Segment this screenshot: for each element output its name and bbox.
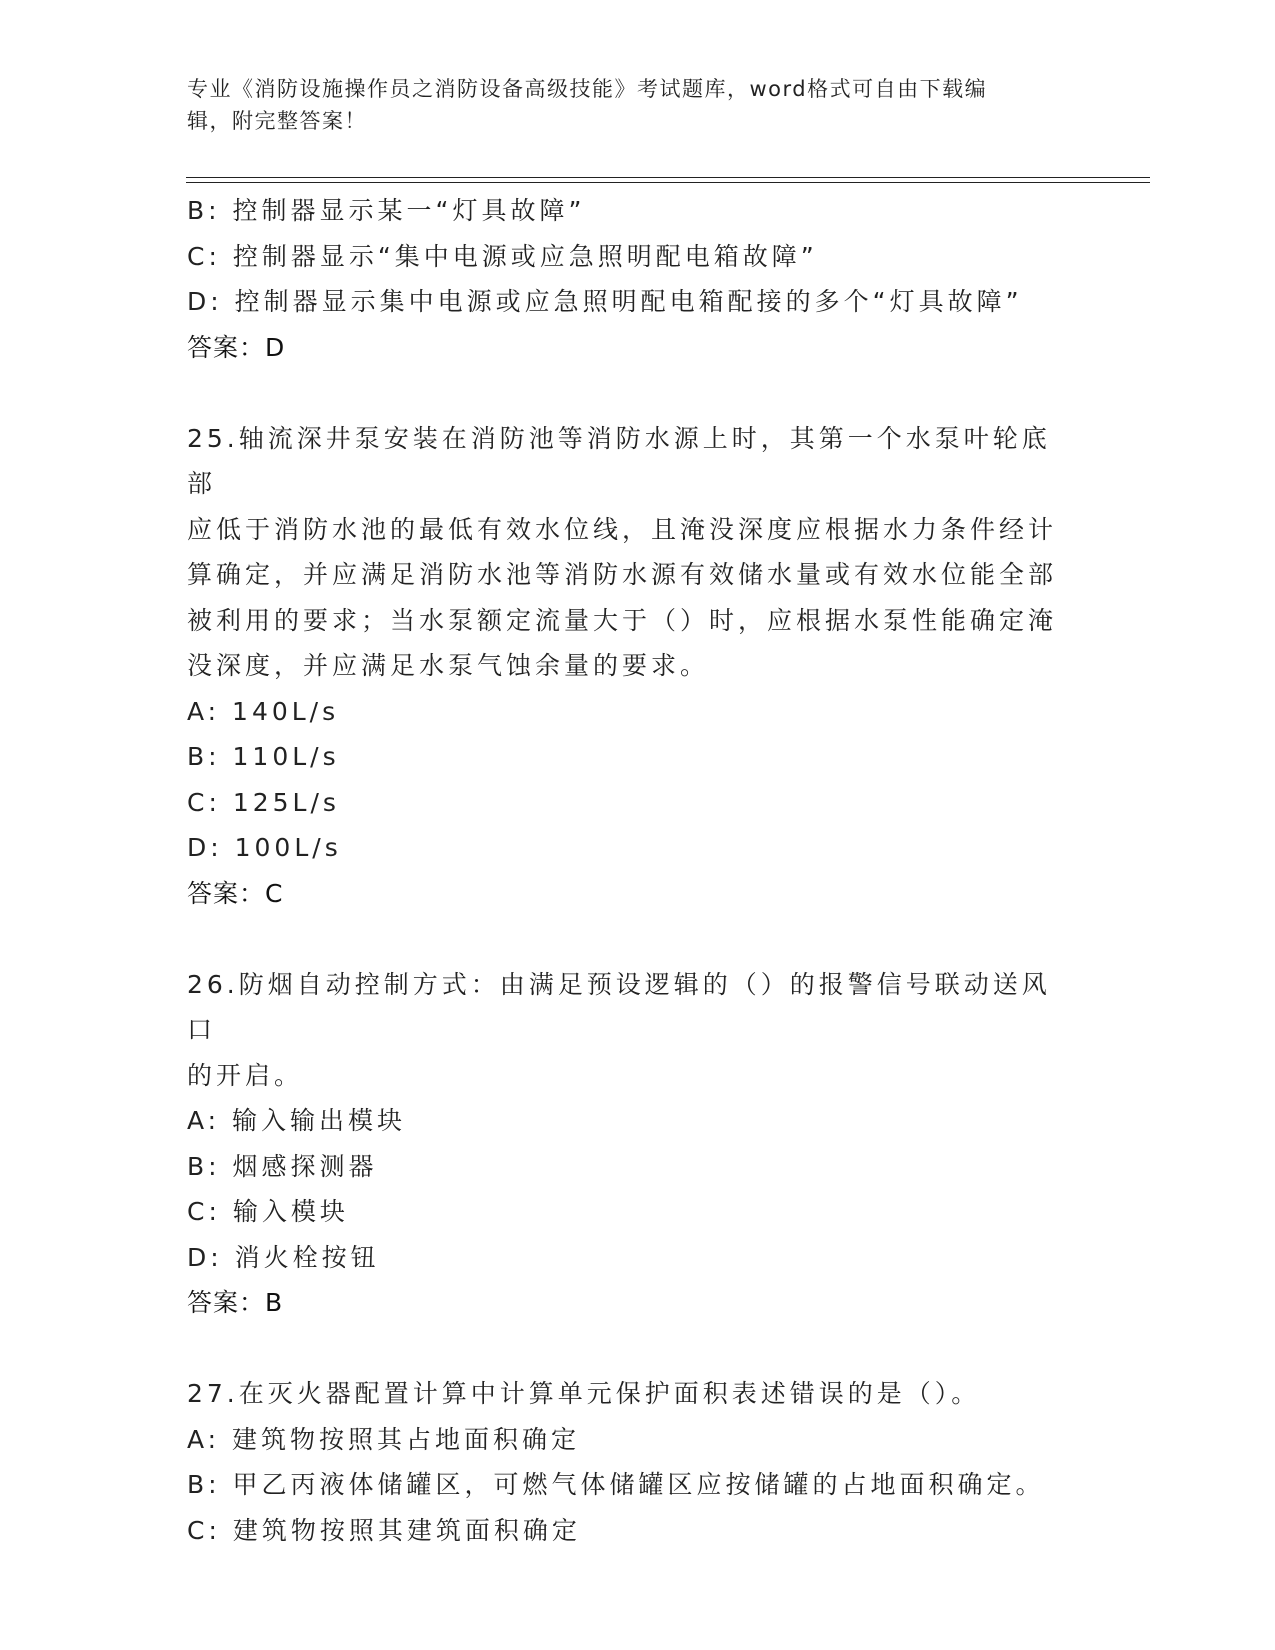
spacer: [187, 916, 1087, 962]
question-24-continuation: [187, 188, 1087, 370]
option-b: B: 烟感探测器: [187, 1151, 378, 1181]
stem-line: 26.防烟自动控制方式：由满足预设逻辑的（）的报警信号联动送风口: [187, 969, 1051, 1044]
header-line-1: 专业《消防设施操作员之消防设备高级技能》考试题库，word格式可自由下载编: [187, 77, 988, 101]
option-a: A: 建筑物按照其占地面积确定: [187, 1424, 581, 1454]
option-d: D: 100L/s: [187, 833, 342, 862]
spacer: [187, 370, 1087, 416]
header-rule-top: [186, 177, 1150, 178]
question-content: [187, 188, 1087, 1553]
option-a: A: 输入输出模块: [187, 1106, 407, 1135]
spacer: [187, 1326, 1087, 1372]
option-c: C: 125L/s: [187, 787, 340, 817]
stem-line: 被利用的要求；当水泵额定流量大于（）时，应根据水泵性能确定淹: [187, 605, 1058, 635]
question-25: [187, 416, 1087, 917]
option-d: D: 控制器显示集中电源或应急照明配电箱配接的多个“灯具故障”: [187, 287, 1023, 316]
page-header: [187, 73, 1087, 137]
question-26: [187, 962, 1087, 1326]
option-c: C: 输入模块: [187, 1197, 349, 1226]
header-rule-bottom: [186, 182, 1150, 183]
question-stem: [187, 1371, 1077, 1417]
option-c: C: 建筑物按照其建筑面积确定: [187, 1515, 581, 1545]
stem-line: 25.轴流深井泵安装在消防池等消防水源上时，其第一个水泵叶轮底部: [187, 423, 1051, 498]
option-d: D: 消火栓按钮: [187, 1242, 380, 1272]
header-line-2: 辑，附完整答案！: [187, 109, 367, 133]
question-27: [187, 1371, 1087, 1553]
answer-line: 答案：C: [187, 878, 284, 908]
option-b: B: 甲乙丙液体储罐区，可燃气体储罐区应按储罐的占地面积确定。: [187, 1470, 1045, 1499]
stem-line: 没深度，并应满足水泵气蚀余量的要求。: [187, 651, 710, 680]
stem-line: 算确定，并应满足消防水池等消防水源有效储水量或有效水位能全部: [187, 560, 1058, 589]
option-a: A: 140L/s: [187, 696, 340, 726]
answer-line: 答案：D: [187, 332, 286, 362]
question-stem: [187, 416, 1077, 689]
option-b: B: 控制器显示某一“灯具故障”: [187, 196, 586, 225]
option-c: C: 控制器显示“集中电源或应急照明配电箱故障”: [187, 241, 818, 271]
stem-line: 的开启。: [187, 1060, 304, 1090]
stem-line: 27.在灭火器配置计算中计算单元保护面积表述错误的是（）。: [187, 1379, 981, 1408]
question-stem: [187, 962, 1077, 1099]
answer-line: 答案：B: [187, 1288, 284, 1317]
stem-line: 应低于消防水池的最低有效水位线，且淹没深度应根据水力条件经计: [187, 514, 1058, 544]
option-b: B: 110L/s: [187, 742, 340, 771]
